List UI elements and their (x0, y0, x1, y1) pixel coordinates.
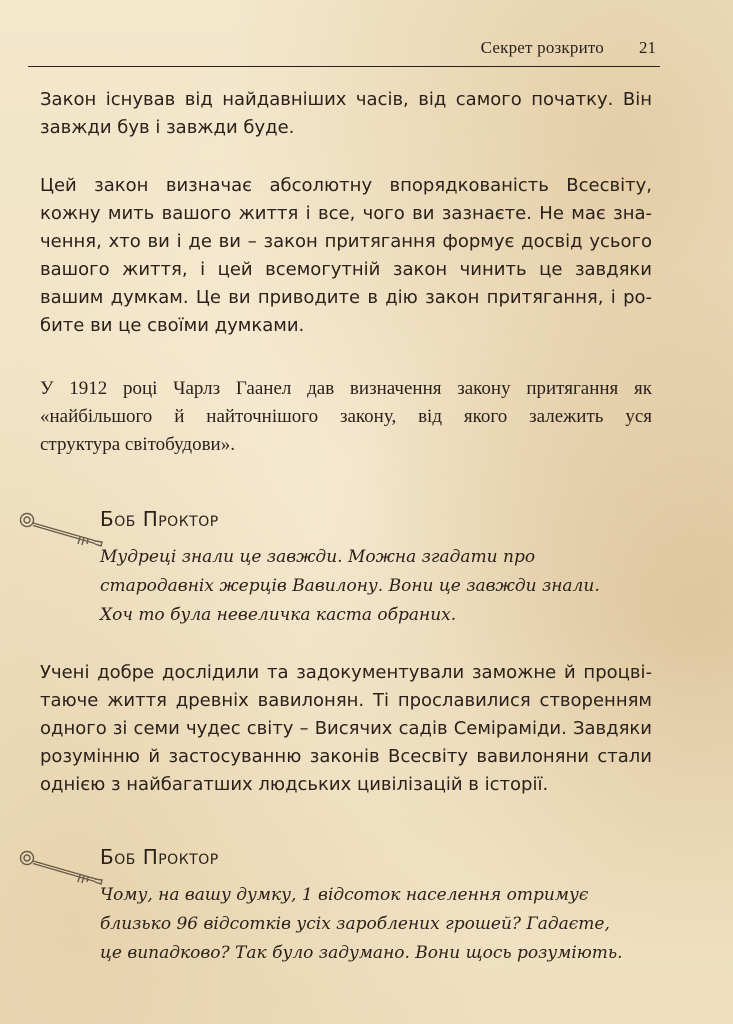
quote-line: Хоч то була невеличка каста обраних. (100, 605, 457, 625)
paragraph-2 (40, 172, 652, 340)
paragraph-4 (40, 659, 652, 799)
text-line: бите ви це своїми думками. (40, 315, 305, 336)
quote-line: це випадково? Так було задумано. Вони щось розуміють. (100, 943, 623, 963)
text-line: таюче життя древніх вавилонян. Ті прославилися створенням (40, 690, 652, 711)
text-line: вашого життя, і цей всемогутній закон чинить це завдяки (40, 259, 652, 280)
text-line: структура світобудови». (40, 434, 235, 455)
paragraph-1 (40, 86, 652, 142)
text-line: У 1912 році Чарлз Гаанел дав визначення закону притягання як (40, 378, 652, 399)
text-line: Закон існував від найдавніших часів, від самого початку. Він (40, 89, 652, 110)
text-line: чення, хто ви і де ви – закон притягання формує досвід усього (40, 231, 652, 252)
text-line: одного зі семи чудес світу – Висячих садів Семіраміди. Завдяки (40, 718, 652, 739)
text-line: завжди був і завжди буде. (40, 117, 295, 138)
running-header (28, 36, 660, 67)
quote-line: Мудреці знали це завжди. Можна згадати про (100, 547, 536, 567)
text-line: Цей закон визначає абсолютну впорядкованість Всесвіту, (40, 175, 652, 196)
key-icon (18, 511, 110, 551)
quote-line: стародавніх жерців Вавилону. Вони це завжди знали. (100, 576, 600, 596)
text-line: розумінню й застосуванню законів Всесвіту вавилоняни стали (40, 746, 652, 767)
quote-text (100, 543, 660, 630)
text-line: «найбільшого й найточнішого закону, від якого залежить уся (40, 406, 652, 427)
key-icon (18, 849, 110, 889)
text-line: вашим думкам. Це ви приводите в дію закон притягання, і ро- (40, 287, 652, 308)
speaker-name: Боб Проктор (100, 845, 219, 869)
text-line: кожну мить вашого життя і все, чого ви зазнаєте. Не має зна- (40, 203, 652, 224)
page-number: 21 (639, 38, 656, 57)
speaker-name: Боб Проктор (100, 507, 219, 531)
quote-line: близько 96 відсотків усіх зароблених грошей? Гадаєте, (100, 914, 610, 934)
text-line: однією з найбагатших людських цивілізацій в історії. (40, 774, 549, 795)
chapter-title: Секрет розкрито (480, 38, 604, 57)
quote-line: Чому, на вашу думку, 1 відсоток населення отримує (100, 885, 589, 905)
text-line: Учені добре дослідили та задокументували заможне й процві- (40, 662, 652, 683)
paragraph-3 (40, 375, 652, 459)
quote-text (100, 881, 660, 968)
